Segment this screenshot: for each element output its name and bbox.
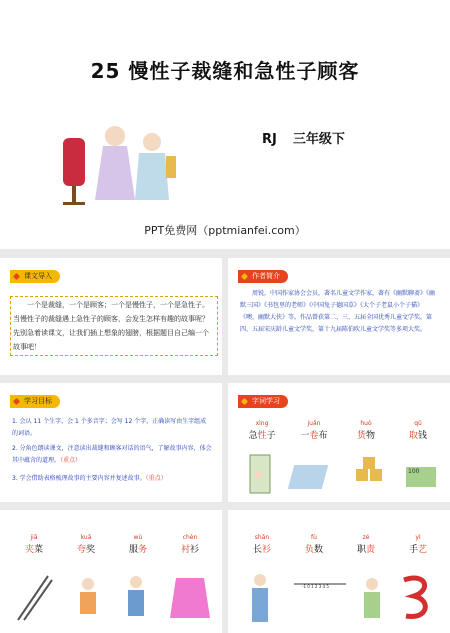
pinyin: wù: [133, 534, 143, 541]
word-juanbu: juǎn 一卷布: [290, 420, 338, 441]
box-number: 100: [408, 468, 420, 475]
intro-slide: [0, 258, 222, 375]
word-fushu: fù 负数: [290, 534, 338, 555]
edition-grade: [262, 128, 361, 147]
vocab-slide-1: [228, 383, 450, 502]
vocab-illustrations-3: [236, 568, 442, 628]
pinyin: jiā: [30, 534, 38, 541]
vocab-slide-2: [0, 510, 222, 633]
word-quqian: qǔ 取钱: [394, 420, 442, 441]
author-text: 周锐，中国作家协会会员，著名儿童文学作家，著有《幽默聊斋》《幽默三国》《书包里的老师》《中国兔子德国草》《大个子老鼠小个子猫》《噢，幽默大侠》等。作品曾获第二、三、五届全国优秀儿童文学奖，第四、五届宋庆龄儿童文学奖，第十九届陈伯吹儿童文学奖等多项大奖。: [240, 290, 436, 333]
title-slide: [0, 0, 450, 249]
goal-2-mark: （重点）: [60, 457, 82, 464]
goal-3-text: 3. 学会借助表格梳理故事的主要内容并复述故事。: [12, 475, 146, 482]
edition-label: RJ: [262, 132, 277, 147]
pinyin: chèn: [182, 534, 198, 541]
word-xingzi: xìng 急性子: [238, 420, 286, 441]
goal-3: [12, 473, 212, 485]
goal-2: [12, 443, 212, 467]
word-zhize: zé 职责: [342, 534, 390, 555]
intro-tag: 课文导入: [10, 270, 60, 283]
author-tag: 作者简介: [238, 270, 288, 283]
goal-3-mark: （重点）: [145, 475, 167, 482]
pinyin: juǎn: [307, 420, 321, 427]
goals-slide: [0, 383, 222, 502]
word-chenshan: chèn 衬衫: [166, 534, 214, 555]
grade-label: 三年级下: [292, 132, 345, 147]
pinyin: qǔ: [414, 420, 422, 427]
pinyin: kuā: [80, 534, 92, 541]
pinyin: fù: [311, 534, 317, 541]
pinyin: yì: [415, 534, 421, 541]
tailor-customer-illustration: [55, 108, 185, 208]
author-slide: [228, 258, 450, 375]
number-line: -1 0 1 2 3 4 5: [302, 584, 329, 589]
vocab-illustrations-2: [8, 568, 214, 628]
word-huowu: huò 货物: [342, 420, 390, 441]
word-fuwu: wù 服务: [114, 534, 162, 555]
word-kuajiang: kuā 夸奖: [62, 534, 110, 555]
goal-2-text: 2. 分角色朗读课文，注意读出裁缝和顾客对话的语气，了解故事内容，体会其中蕴含的道理。: [12, 445, 212, 464]
word-changshan: shān 长衫: [238, 534, 286, 555]
pinyin: xìng: [255, 420, 269, 427]
page-title: 25 慢性子裁缝和急性子顾客: [90, 59, 360, 83]
vocab-tag: 字词学习: [238, 395, 288, 408]
goals-tag: 学习目标: [10, 395, 60, 408]
footer-link[interactable]: PPT免费网（pptmianfei.com）: [144, 224, 306, 237]
intro-text: 一个是裁缝，一个是顾客；一个是慢性子，一个是急性子。当慢性子的裁缝遇上急性子的顾客，会发生怎样有趣的故事呢？先别急着读课文，让我们插上想象的翅膀，根据题目自己编一个故事吧！: [13, 301, 209, 351]
word-jiacai: jiā 夹菜: [10, 534, 58, 555]
pinyin: zé: [362, 534, 370, 541]
intro-text-box: [10, 296, 218, 356]
vocab-slide-3: [228, 510, 450, 633]
pinyin: shān: [254, 534, 270, 541]
word-shouyi: yì 手艺: [394, 534, 442, 555]
pinyin: huò: [360, 420, 372, 427]
goal-1: 1. 会认 11 个生字，会 1 个多音字；会写 12 个字，正确读写由生字组成的词语。: [12, 418, 207, 437]
